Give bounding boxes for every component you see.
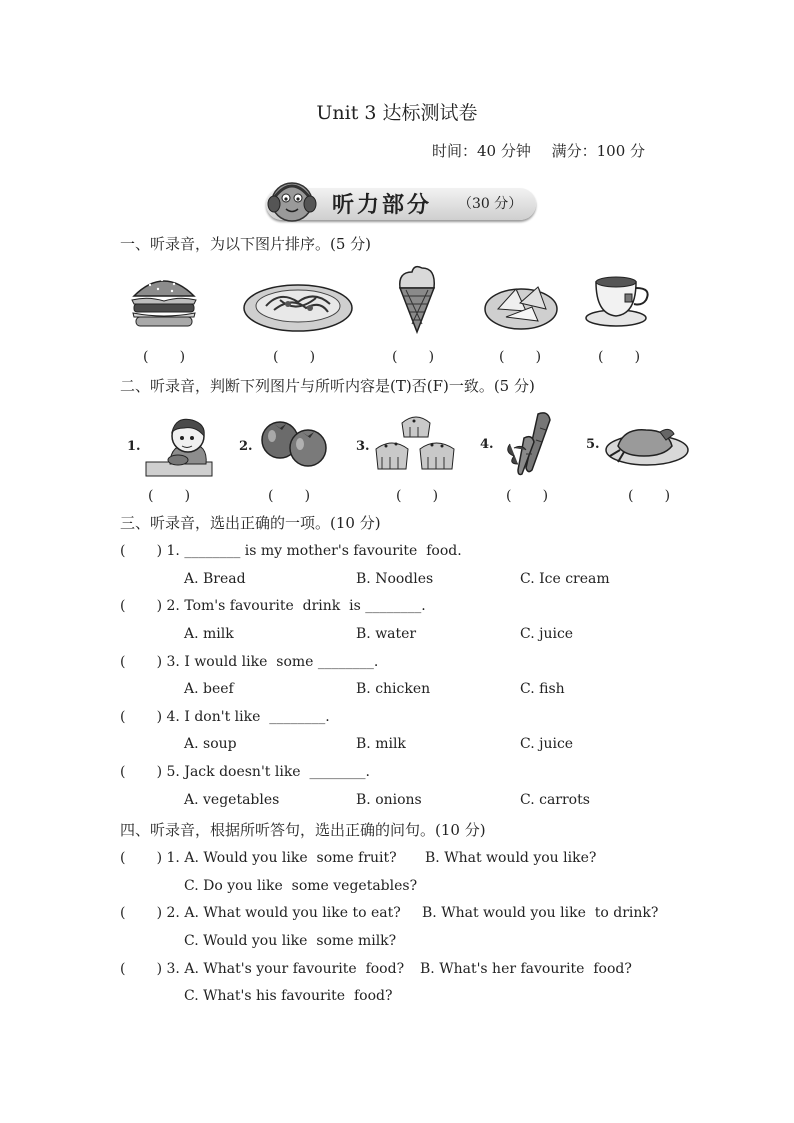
option-c: C. Do you like some vegetables? [184, 878, 418, 894]
question-stem: ( ) 1. A. Would you like some fruit? [120, 850, 397, 866]
question-stem: ( ) 4. I don't like ________. [120, 709, 330, 725]
score-info: 满分：100 分 [551, 142, 646, 160]
option-a: A. soup [184, 736, 237, 752]
item-number: 3. [356, 439, 370, 454]
ice-cream-icon [392, 262, 442, 334]
page-title: Unit 3 达标测试卷 [316, 102, 478, 124]
noodles-plate-icon [240, 278, 356, 334]
option-b: B. onions [356, 792, 422, 808]
headphone-mascot-icon [260, 178, 322, 224]
section-2-heading: 二、听录音，判断下列图片与所听内容是(T)否(F)一致。(5 分) [120, 377, 535, 395]
answer-bracket: ( ) [148, 488, 191, 504]
option-c: C. juice [520, 736, 574, 752]
banner-label: 听力部分 [332, 193, 433, 218]
option-c: C. fish [520, 681, 565, 697]
option-b: B. milk [356, 736, 406, 752]
option-a: A. vegetables [184, 792, 280, 808]
question-stem: ( ) 3. A. What's your favourite food? [120, 961, 405, 977]
item-number: 4. [480, 437, 494, 452]
sandwich-icon [482, 275, 560, 333]
option-c: C. carrots [520, 792, 590, 808]
answer-bracket: ( ) [143, 349, 186, 365]
item-number: 2. [239, 439, 253, 454]
question-stem: ( ) 3. I would like some ________. [120, 654, 379, 670]
answer-bracket: ( ) [392, 349, 435, 365]
section-4-heading: 四、听录音，根据所听答句，选出正确的问句。(10 分) [120, 821, 486, 839]
option-b: B. Noodles [356, 571, 434, 587]
listening-banner [258, 178, 536, 224]
question-stem: ( ) 2. A. What would you like to eat? [120, 905, 401, 921]
boy-eating-icon [144, 414, 214, 478]
option-c: C. Would you like some milk? [184, 933, 397, 949]
option-c: C. Ice cream [520, 571, 610, 587]
answer-bracket: ( ) [268, 488, 311, 504]
answer-bracket: ( ) [499, 349, 542, 365]
answer-bracket: ( ) [506, 488, 549, 504]
option-b: B. water [356, 626, 417, 642]
question-stem: ( ) 2. Tom's favourite drink is ________. [120, 598, 426, 614]
teacup-icon [584, 270, 658, 330]
item-number: 1. [127, 439, 141, 454]
item-number: 5. [586, 437, 600, 452]
tomatoes-icon [258, 420, 334, 468]
time-info: 时间：40 分钟 [432, 142, 531, 160]
answer-bracket: ( ) [628, 488, 671, 504]
exam-info [432, 140, 661, 161]
banner-score: （30 分） [458, 196, 523, 212]
section-3-heading: 三、听录音，选出正确的一项。(10 分) [120, 514, 381, 532]
option-c: C. juice [520, 626, 574, 642]
option-b: B. What would you like? [425, 850, 597, 866]
answer-bracket: ( ) [396, 488, 439, 504]
option-c: C. What's his favourite food? [184, 988, 393, 1004]
answer-bracket: ( ) [273, 349, 316, 365]
muffins-icon [374, 413, 460, 473]
answer-bracket: ( ) [598, 349, 641, 365]
option-b: B. chicken [356, 681, 431, 697]
roast-chicken-icon [604, 422, 690, 468]
option-b: B. What would you like to drink? [422, 905, 659, 921]
question-stem: ( ) 5. Jack doesn't like ________. [120, 764, 370, 780]
question-stem: ( ) 1. ________ is my mother's favourite food. [120, 543, 462, 559]
option-a: A. milk [184, 626, 234, 642]
section-1-heading: 一、听录音，为以下图片排序。(5 分) [120, 235, 372, 253]
option-a: A. Bread [184, 571, 246, 587]
hamburger-icon [128, 270, 200, 330]
option-b: B. What's her favourite food? [420, 961, 632, 977]
option-a: A. beef [184, 681, 234, 697]
carrots-icon [500, 408, 564, 478]
